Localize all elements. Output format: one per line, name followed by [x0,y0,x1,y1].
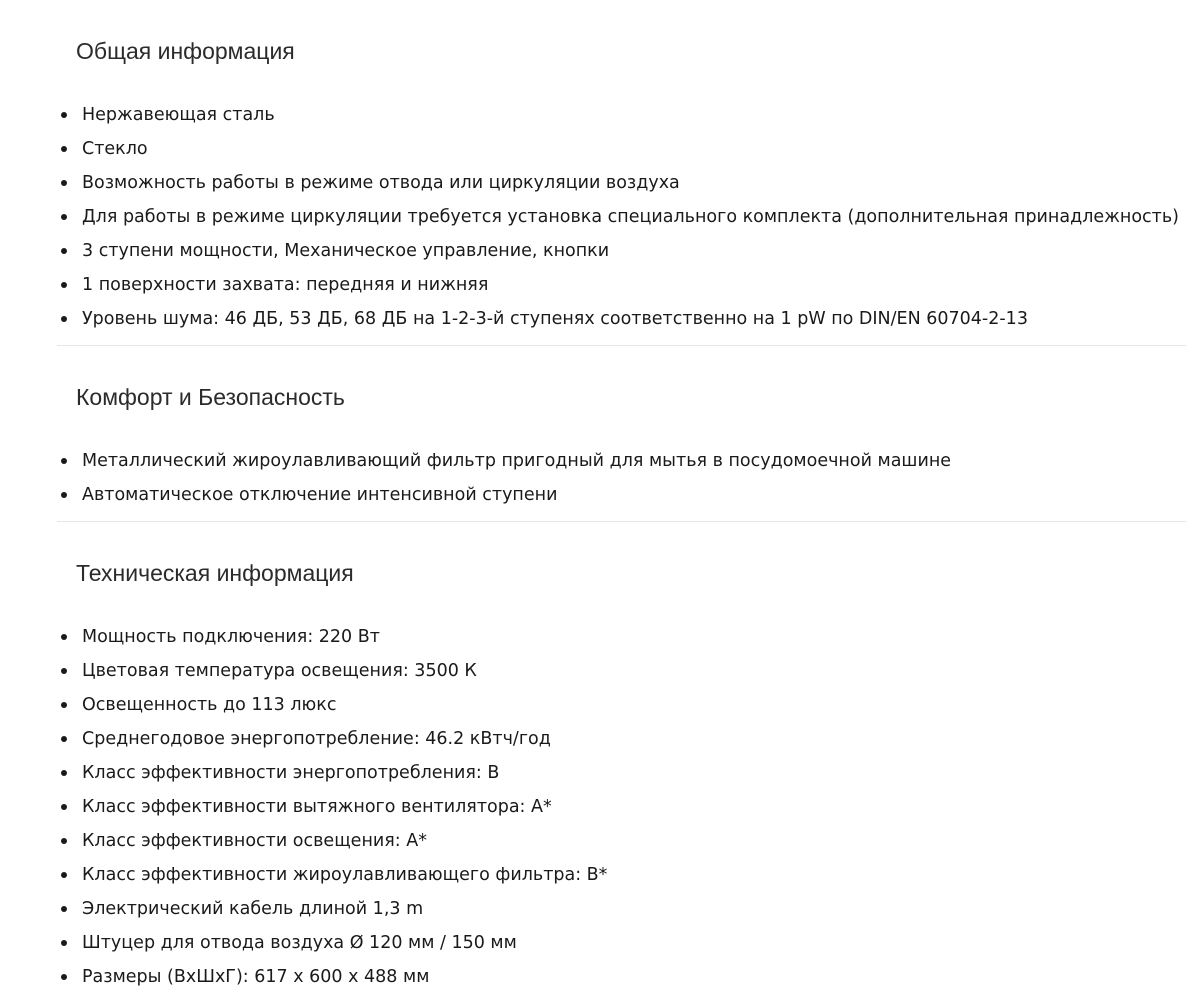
list-item: Штуцер для отвода воздуха Ø 120 мм / 150 мм [57,926,607,960]
list-item: Нержавеющая сталь [57,98,1179,132]
list-item: Класс эффективности жироулавливающего фильтра: B* [57,858,607,892]
technical-info-list [57,620,607,994]
list-item: Класс эффективности освещения: A* [57,824,607,858]
list-item: Металлический жироулавливающий фильтр пригодный для мытья в посудомоечной машине [57,444,951,478]
section-technical-info [57,522,1186,991]
list-item: Возможность работы в режиме отвода или циркуляции воздуха [57,166,1179,200]
list-item: Для работы в режиме циркуляции требуется установка специального комплекта (дополнительная принадлежность) [57,200,1179,234]
list-item: Стекло [57,132,1179,166]
list-item: Класс эффективности энергопотребления: B [57,756,607,790]
list-item: Класс эффективности вытяжного вентилятора: A* [57,790,607,824]
list-item: Электрический кабель длиной 1,3 m [57,892,607,926]
section-title-comfort-safety: Комфорт и Безопасность [76,384,345,410]
list-item: Уровень шума: 46 ДБ, 53 ДБ, 68 ДБ на 1-2-3-й ступенях соответственно на 1 pW по DIN/EN 60704-2-13 [57,302,1179,336]
list-item: Среднегодовое энергопотребление: 46.2 кВтч/год [57,722,607,756]
section-general-info [57,0,1186,346]
list-item: 3 ступени мощности, Механическое управление, кнопки [57,234,1179,268]
list-item: Цветовая температура освещения: 3500 К [57,654,607,688]
list-item: 1 поверхности захвата: передняя и нижняя [57,268,1179,302]
list-item: Автоматическое отключение интенсивной ступени [57,478,951,512]
general-info-list [57,98,1179,336]
comfort-safety-list [57,444,951,512]
list-item: Мощность подключения: 220 Вт [57,620,607,654]
list-item: Освещенность до 113 люкс [57,688,607,722]
section-title-general-info: Общая информация [76,38,295,64]
section-comfort-safety [57,346,1186,522]
list-item: Размеры (ВхШхГ): 617 x 600 x 488 мм [57,960,607,994]
section-title-technical-info: Техническая информация [76,560,354,586]
